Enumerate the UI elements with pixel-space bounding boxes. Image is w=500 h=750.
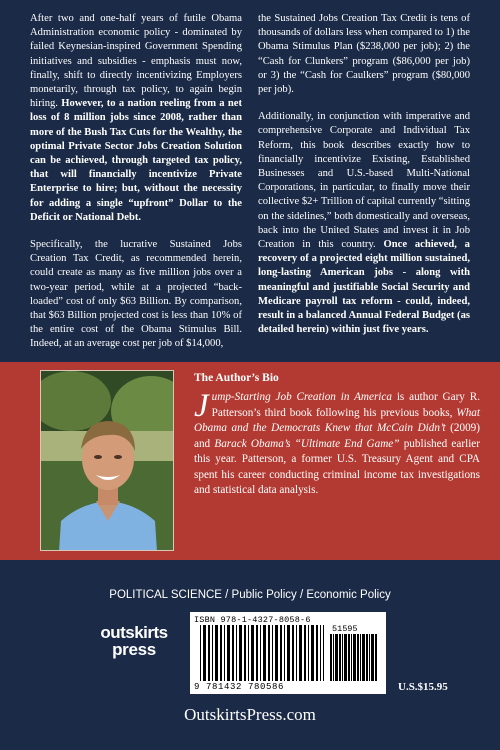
barcode-bar xyxy=(275,625,278,681)
barcode-bar xyxy=(251,625,254,681)
barcode-bar xyxy=(344,634,347,681)
barcode-bar xyxy=(296,625,297,681)
barcode-bar xyxy=(348,634,350,681)
isbn-barcode xyxy=(190,612,386,694)
barcode-bar xyxy=(292,625,294,681)
barcode-bar xyxy=(339,634,341,681)
description-left-column xyxy=(30,12,242,365)
description-p1-text: After two and one-half years of futile Obama Administration economic policy - dominated by failed Keynesian-inspired Government Spending initiatives and subsidies - emphasis must now, finally, shift to directly incentivizing Employers monetarily, through tax policy, to again begin hiring. xyxy=(30,13,242,110)
barcode-bar xyxy=(351,634,352,681)
isbn-label: ISBN 978-1-4327-8058-6 xyxy=(194,615,311,625)
bio-text-2: (2009) and xyxy=(194,422,480,450)
barcode-price-code: 51595 xyxy=(332,624,358,634)
barcode-bar xyxy=(203,625,206,681)
barcode-bar xyxy=(200,625,201,681)
barcode-bar xyxy=(362,634,365,681)
barcode-bar xyxy=(220,625,222,681)
barcode-bar xyxy=(342,634,343,681)
bio-text xyxy=(194,390,480,499)
barcode-addon-bars xyxy=(330,634,378,681)
barcode-bar xyxy=(316,625,318,681)
barcode-bar xyxy=(369,634,370,681)
bio-text-1: is author Gary R. Patterson’s third book following his previous books, xyxy=(211,391,481,419)
author-photo xyxy=(40,370,174,551)
barcode-bar xyxy=(323,625,324,681)
barcode-bar xyxy=(335,634,338,681)
publisher-logo xyxy=(100,624,168,658)
barcode-bar xyxy=(256,625,258,681)
price-label: U.S.$15.95 xyxy=(398,681,448,693)
barcode-bar xyxy=(330,634,332,681)
bio-dropcap: J xyxy=(194,388,209,424)
barcode-bar xyxy=(284,625,285,681)
publisher-logo-line-1: outskirts xyxy=(100,623,168,642)
barcode-bar xyxy=(304,625,306,681)
barcode-bar xyxy=(227,625,230,681)
description-right-column xyxy=(258,12,470,350)
description-p4-bold: Once achieved, a recovery of a projected eight million sustained, long-lasting American jobs - along with meaningful and justifiable Social Security and Medicare payroll tax reform - could, indeed, result in a balanced Annual Federal Budget (as detailed herein) within just five years. xyxy=(258,239,470,336)
description-paragraph-4 xyxy=(258,110,470,337)
barcode-bar xyxy=(248,625,249,681)
barcode-bar xyxy=(260,625,261,681)
barcode-bar xyxy=(287,625,290,681)
bio-book-title-2: What Obama and the Democrats Knew that McCain Didn’t xyxy=(194,406,480,434)
barcode-bar xyxy=(239,625,242,681)
barcode-bar xyxy=(263,625,266,681)
description-section xyxy=(0,0,500,362)
description-p4-text: Additionally, in conjunction with imperative and comprehensive Corporate and Individual Tax Reform, this book describes exactly how to financially incentivize Existing, Established Businesses and U.S.-based Multi-National Corporations, in particular, to finally move their collective $2+ Trillion of capital currently “sitting on the sidelines,” both domestically and overseas, back into the United States and invest it in Job Creation in this country. xyxy=(258,111,470,251)
description-p1-bold: However, to a nation reeling from a net loss of 8 million jobs since 2008, rather than more of the Bush Tax Cuts for the Wealthy, the optimal Private Sector Jobs Creation Solution can be achieved, through targeted tax policy, that will financially incentivize Private Enterprise to hire; but, without the necessity for adding a single “upfront” Dollar to the Deficit or National Debt. xyxy=(30,98,242,223)
barcode-bar xyxy=(244,625,246,681)
barcode-bar xyxy=(208,625,210,681)
barcode-bar xyxy=(299,625,302,681)
barcode-bars xyxy=(200,625,324,681)
description-paragraph-1 xyxy=(30,12,242,225)
barcode-bar xyxy=(311,625,314,681)
barcode-bar xyxy=(375,634,377,681)
barcode-bar xyxy=(360,634,361,681)
barcode-number: 9 781432 780586 xyxy=(194,682,285,692)
barcode-bar xyxy=(236,625,237,681)
author-photo-illustration xyxy=(41,371,174,551)
barcode-bar xyxy=(357,634,359,681)
publisher-url: OutskirtsPress.com xyxy=(184,705,316,724)
barcode-bar xyxy=(333,634,334,681)
barcode-bar xyxy=(308,625,309,681)
barcode-bar xyxy=(320,625,321,681)
barcode-bar xyxy=(366,634,368,681)
bio-book-title-1: ump-Starting Job Creation in America xyxy=(211,391,392,403)
bio-book-title-3: Barack Obama’s “Ultimate End Game” xyxy=(214,437,400,450)
barcode-bar xyxy=(215,625,218,681)
barcode-bar xyxy=(353,634,356,681)
barcode-bar xyxy=(224,625,225,681)
description-paragraph-2: Specifically, the lucrative Sustained Jobs Creation Tax Credit, as recommended herein, could create as many as five million jobs over a two-year period, while at a projected “back-loaded” cost of only $63 Billion. By comparison, that $63 Billion projected cost is less than 10% of the entire cost of the Obama Stimulus Bill. Indeed, at an average cost per job of $14,000, xyxy=(30,239,242,350)
barcode-bar xyxy=(371,634,374,681)
subject-category: POLITICAL SCIENCE / Public Policy / Economic Policy xyxy=(109,589,391,601)
barcode-bar xyxy=(268,625,270,681)
publisher-logo-line-2: press xyxy=(112,640,156,659)
barcode-bar xyxy=(272,625,273,681)
barcode-bar xyxy=(232,625,234,681)
bio-text-3: published earlier this year. Patterson, a former U.S. Treasury Agent and CPA spent his career conducting criminal income tax investigations and statistical data analysis. xyxy=(194,437,480,496)
barcode-bar xyxy=(280,625,282,681)
description-paragraph-3: the Sustained Jobs Creation Tax Credit is tens of thousands of dollars less when compared to 1) the Obama Stimulus Plan ($238,000 per job); 2) the “Cash for Clunkers” program ($86,000 per job) or 3) the “Cash for Caulkers” program ($80,000 per job). xyxy=(258,13,470,96)
barcode-bar xyxy=(212,625,213,681)
bio-title: The Author’s Bio xyxy=(194,372,279,384)
